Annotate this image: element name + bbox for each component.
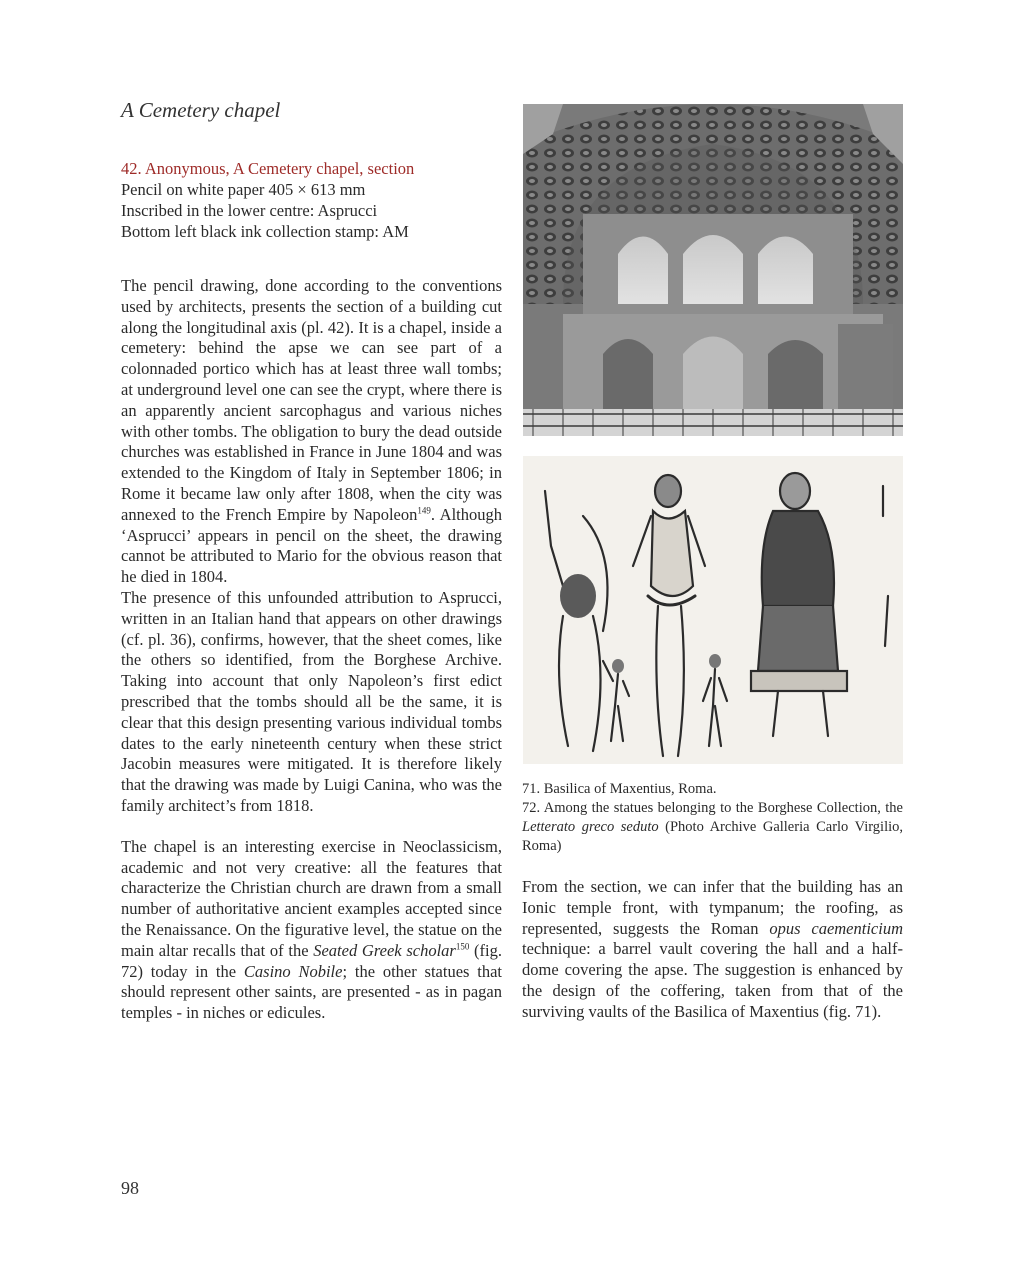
figure-captions xyxy=(522,780,903,856)
caption-71: 71. Basilica of Maxentius, Roma. xyxy=(522,781,717,797)
plate-inscription: Inscribed in the lower centre: Asprucci xyxy=(121,201,378,220)
paragraph-3-text-b: (fig. 72) today in the xyxy=(121,940,502,981)
paragraph-4-text-a: From the section, we can infer that the building has an Ionic temple front, with tympanum; the roofing, as represented, suggests the Roman xyxy=(522,877,903,938)
footnote-150[interactable]: 150 xyxy=(455,941,470,952)
paragraph-4-text-b: technique: a barrel vault covering the hall and a half-dome covering the apse. The suggestion is enhanced by the design of the coffering, taken from that of the surviving vaults of the Basilica of Maxentius (fig. 71). xyxy=(522,939,903,1021)
paragraph-3-text-a: The chapel is an interesting exercise in Neoclassicism, academic and not very creative: all the features that characterize the Christian church are drawn from a small number of authoritative ancient examples accepted since the Renaissance. On the figurative level, the statue on the main altar recalls that of the xyxy=(121,836,502,960)
footnote-149[interactable]: 149 xyxy=(417,505,431,516)
figure-72-statues-drawing xyxy=(523,456,903,764)
plate-medium: Pencil on white paper 405 × 613 mm xyxy=(121,180,366,199)
casino-nobile-title: Casino Nobile xyxy=(243,961,343,981)
caption-72 xyxy=(522,799,903,856)
paragraph-3 xyxy=(121,837,502,1024)
running-title: A Cemetery chapel xyxy=(121,98,281,122)
plate-heading: 42. Anonymous, A Cemetery chapel, section xyxy=(121,159,415,178)
plate-stamp: Bottom left black ink collection stamp: AM xyxy=(121,222,409,241)
seated-greek-scholar-title: Seated Greek scholar xyxy=(313,940,456,960)
paragraph-4 xyxy=(522,877,903,1023)
page-number: 98 xyxy=(121,1178,139,1198)
figure-71-basilica-photo xyxy=(523,104,903,436)
letterato-title: Letterato greco seduto xyxy=(522,819,659,835)
opus-caementicium-term: opus caementicium xyxy=(769,918,903,938)
right-column-text xyxy=(522,877,903,1023)
caption-72-text-b: (Photo Archive Galleria Carlo Virgilio, Roma) xyxy=(522,819,904,854)
paragraph-3-text-c: ; the other statues that should represent other saints, are presented - as in pagan temples - in niches or edicules. xyxy=(121,961,502,1023)
paragraph-2: The presence of this unfounded attribution to Asprucci, written in an Italian hand that appears on other drawings (cf. pl. 36), confirms, however, that the sheet comes, like the others so identified, from the Borghese Archive. Taking into account that only Napoleon’s first edict prescribed that the tombs should all be the same, it is clear that this design presenting various individual tombs dates to the early nineteenth century when these strict Jacobin measures were mitigated. It is therefore likely that the drawing was made by Luigi Canina, who was the family architect’s from 1818. xyxy=(121,587,502,815)
caption-72-text-a: 72. Among the statues belonging to the Borghese Collection, the xyxy=(522,800,903,816)
paragraph-1-text: The pencil drawing, done according to the conventions used by architects, presents the section of a building cut along the longitudinal axis (pl. 42). It is a chapel, inside a cemetery: behind the apse we can see part of a colonnaded portico which has at least three wall tombs; at underground level one can see the crypt, where there is an apparently ancient sarcophagus and various niches with other tombs. The obligation to bury the dead outside churches was established in France in June 1804 and was extended to the Kingdom of Italy in September 1806; in Rome it became law only after 1808, when the city was annexed to the French Empire by Napoleon xyxy=(121,276,502,524)
plate-entry xyxy=(121,158,506,242)
left-column-text xyxy=(121,276,502,1024)
paragraph-1 xyxy=(121,276,502,588)
paragraph-1-end: . Although ‘Asprucci’ appears in pencil on the sheet, the drawing cannot be attributed to Mario for the obvious reason that he died in 1804. xyxy=(121,504,502,587)
